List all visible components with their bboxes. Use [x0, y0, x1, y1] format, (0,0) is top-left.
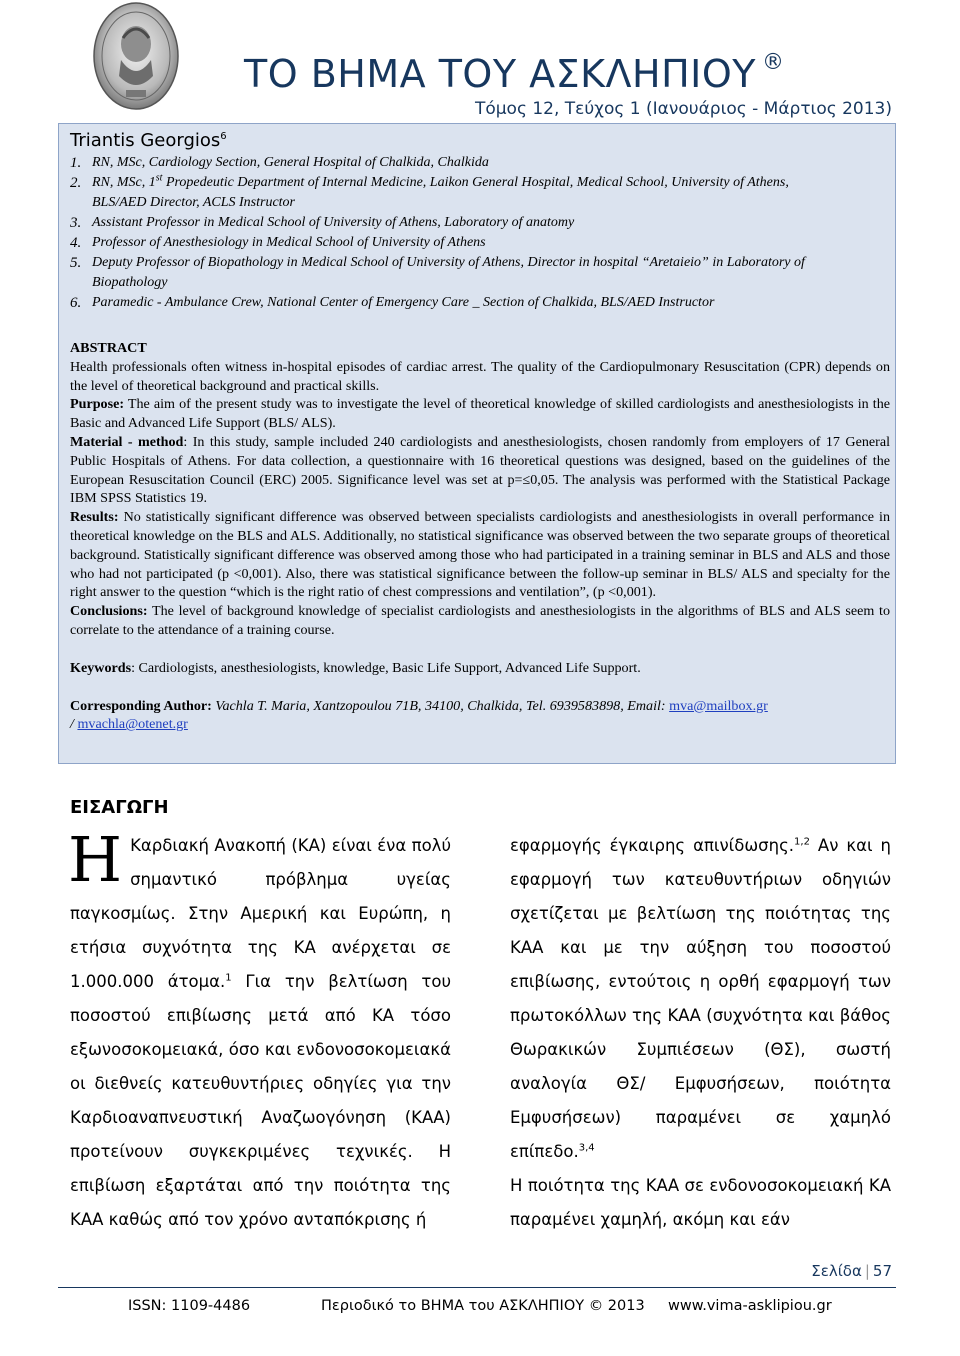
registered-mark: ® [762, 50, 785, 75]
affiliation-item: 6. Paramedic - Ambulance Crew, National Center of Emergency Care _ Section of Chalkida, BLS/AED Instructor [70, 295, 715, 311]
affiliation-item: 2. RN, MSc, 1st Propedeutic Department of Internal Medicine, Laikon General Hospital, Medical School, University of Athens, BLS/AED Director, ACLS Instructor [70, 172, 789, 210]
email-link-1[interactable]: mva@mailbox.gr [669, 697, 768, 714]
abstract-method: Material - method: In this study, sample included 240 cardiologists and anesthesiologists, chosen randomly from employers of 17 General Public Hospitals of Athens. For data collection, a questionnaire with 16 theoretical questions was designed, based on the guidelines of the European Resuscitation Council (ERC) 2005. Significance level was set at p=≤0,05. The analysis was performed with the Statistical Package IBM SPSS Statistics 19. [70, 433, 890, 507]
drop-cap: Η [68, 823, 123, 896]
affiliation-number: 1. [70, 155, 82, 171]
corresponding-author: Corresponding Author: Vachla T. Maria, Xantzopoulou 71B, 34100, Chalkida, Tel. 6939583898, Email: mva@mailbox.gr / mvachla@otenet.gr [70, 697, 768, 733]
journal-title: ΤΟ ΒΗΜΑ ΤΟΥ ΑΣΚΛΗΠΙΟΥ ® [244, 50, 785, 96]
intro-paragraph: Η Καρδιακή Ανακοπή (ΚΑ) είναι ένα πολύ σημαντικό πρόβλημα υγείας παγκοσμίως. Στην Αμερική και Ευρώπη, η ετήσια συχνότητα της ΚΑ ανέρχεται σε 1.000.000 άτομα.$^1$ Για την βελτίωση του ποσοστού επιβίωσης μετά από ΚΑ τόσο εξωνοσοκομειακά, όσο και ενδονοσοκομειακά οι διεθνείς κατευθυντήριες οδηγίες για την Καρδιοαναπνευστική Αναζωογόνηση (ΚΑΑ) προτείνουν συγκεκριμένες τεχνικές. Η επιβίωση εξαρτάται από την ποιότητα της ΚΑΑ καθώς από τον χρόνο ανταπόκρισης ή [68, 823, 451, 1229]
affiliation-item: 1. RN, MSc, Cardiology Section, General Hospital of Chalkida, Chalkida [70, 155, 489, 171]
body-column-left [68, 823, 451, 1237]
footer-issn: ISSN: 1109-4486 [128, 1298, 251, 1314]
affiliation-number: 2. [70, 175, 82, 191]
affiliation-item: 4. Professor of Anesthesiology in Medical School of University of Athens [70, 235, 486, 251]
abstract-conclusions: Conclusions: The level of background knowledge of specialist cardiologists and anesthesiologists in the algorithms of BLS and ALS seem to correlate to the attendance of a training course. [70, 603, 890, 638]
journal-logo-seal [93, 2, 179, 110]
affiliation-item: 5. Deputy Professor of Biopathology in Medical School of University of Athens, Director in hospital “Aretaieio” in Laboratory of Biopathology [70, 255, 805, 290]
page-number: Σελίδα | 57 [811, 1262, 892, 1280]
abstract-results: Results: No statistically significant difference was observed between specialists cardiologists and anesthesiologists in overall performance in theoretical knowledge on the BLS and ALS. Additionally, no statistical significance was observed between the two separate groups of theoretical background. Statistically significant difference was observed among those who had participated in a training seminar in BLS and ALS and those who had not participated (p <0,001). Also, there was statistical significance between the follow-up seminar in BLS/ ALS and specialty for the right answer to the question “which is the right ratio of chest compressions and ventilation”, (p <0,001). [70, 509, 890, 601]
author-name: Triantis Georgios$^6$ [70, 130, 227, 151]
intro-paragraph-2: Η ποιότητα της ΚΑΑ σε ενδονοσοκομειακή ΚΑ παραμένει χαμηλή, ακόμη και εάν [510, 1176, 891, 1229]
body-column-right [510, 829, 891, 1237]
footer-divider [58, 1287, 896, 1288]
affiliation-number: 5. [70, 255, 82, 271]
email-link-2[interactable]: mvachla@otenet.gr [77, 716, 188, 733]
footer-website[interactable]: www.vima-asklipiou.gr [668, 1298, 832, 1314]
affiliation-number: 4. [70, 235, 82, 251]
abstract-heading: ABSTRACT [70, 340, 147, 356]
affiliation-item: 3. Assistant Professor in Medical School of University of Athens, Laboratory of anatomy [70, 215, 575, 231]
abstract-keywords: Keywords: Cardiologists, anesthesiologists, knowledge, Basic Life Support, Advanced Life Support. [70, 659, 641, 676]
section-heading-introduction: ΕΙΣΑΓΩΓΗ [70, 797, 169, 818]
footer-journal: Περιοδικό το ΒΗΜΑ του ΑΣΚΛΗΠΙΟΥ © 2013 [321, 1298, 645, 1314]
abstract-body [70, 339, 890, 734]
abstract-intro: Health professionals often witness in-hospital episodes of cardiac arrest. The quality of the Cardiopulmonary Resuscitation (CPR) depends on the level of theoretical background and practical skills. [70, 358, 890, 394]
affiliations-list [70, 153, 830, 313]
affiliation-number: 3. [70, 215, 82, 231]
affiliation-number: 6. [70, 295, 82, 311]
abstract-purpose: Purpose: The aim of the present study was to investigate the level of theoretical knowledge of skilled cardiologists and anesthesiologists in the Basic and Advanced Life Support (BLS/ ALS). [70, 396, 890, 432]
intro-paragraph-continued: εφαρμογής έγκαιρης απινίδωσης.$^{1,2}$ Αν και η εφαρμογή των κατευθυντήριων οδηγιών σχετίζεται με βελτίωση της ποιότητας της ΚΑΑ και με την αύξηση του ποσοστού επιβίωσης, εντούτοις η ορθή εφαρμογή των πρωτοκόλλων της ΚΑΑ (συχνότητα και βάθος Θωρακικών Συμπιέσεων (ΘΣ), σωστή αναλογία ΘΣ/ Εμφυσήσεων, ποιότητα Εμφυσήσεων) παραμένει σε χαμηλό επίπεδο.$^{3,4}$ [510, 836, 891, 1161]
issue-info: Τόμος 12, Τεύχος 1 (Ιανουάριος - Μάρτιος 2013) [474, 99, 892, 119]
